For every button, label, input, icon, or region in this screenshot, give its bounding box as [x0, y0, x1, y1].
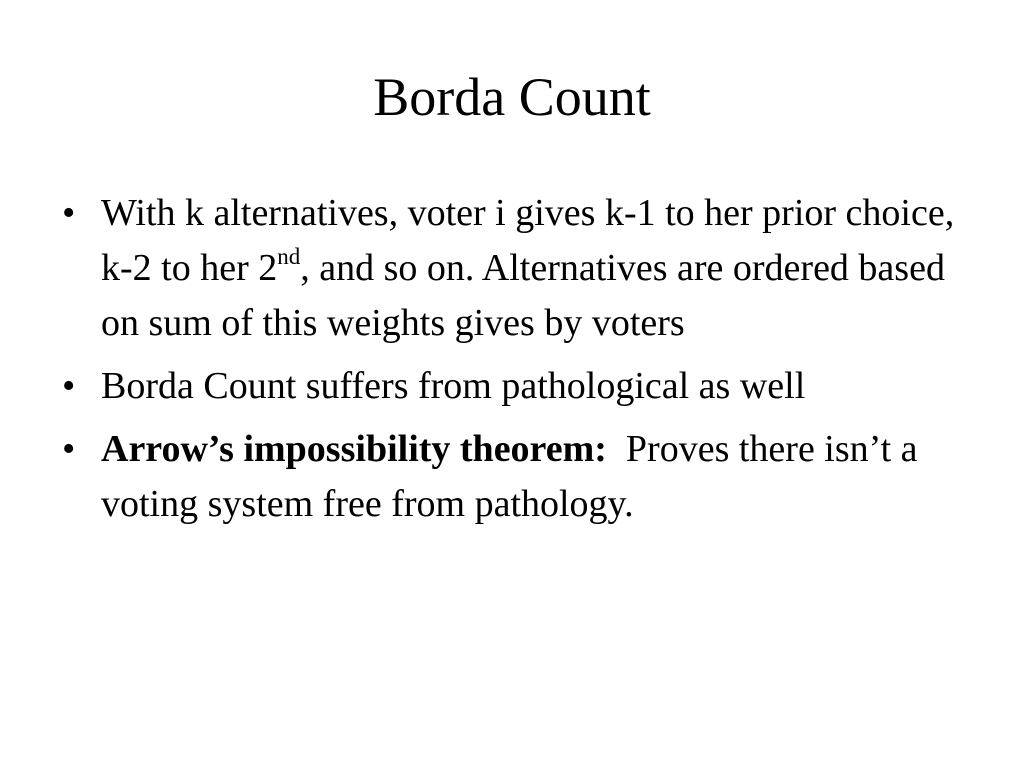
- bullet-list: [62, 186, 982, 540]
- bullet-marker: •: [62, 192, 76, 234]
- bullet-marker: •: [62, 428, 76, 470]
- bullet-item-arrow-theorem: [62, 422, 982, 532]
- bullet-text-part1: With k alternatives, voter i gives k-1 to her prior choice, k-2 to her 2: [101, 192, 955, 289]
- bullet-item-pathological: [62, 359, 982, 414]
- bullet-superscript: nd: [277, 244, 301, 269]
- bullet-bold-term: Arrow’s impossibility theorem:: [101, 428, 607, 470]
- bullet-text-part2: , and so on. Alternatives are ordered based on sum of this weights gives by voters: [101, 247, 945, 344]
- bullet-item-borda-definition: [62, 186, 982, 351]
- bullet-text: Proves there isn’t a voting system free from pathology.: [101, 428, 928, 525]
- bullet-text: Borda Count suffers from pathological as well: [101, 365, 806, 407]
- bullet-marker: •: [62, 365, 76, 407]
- slide-title: Borda Count: [373, 67, 651, 127]
